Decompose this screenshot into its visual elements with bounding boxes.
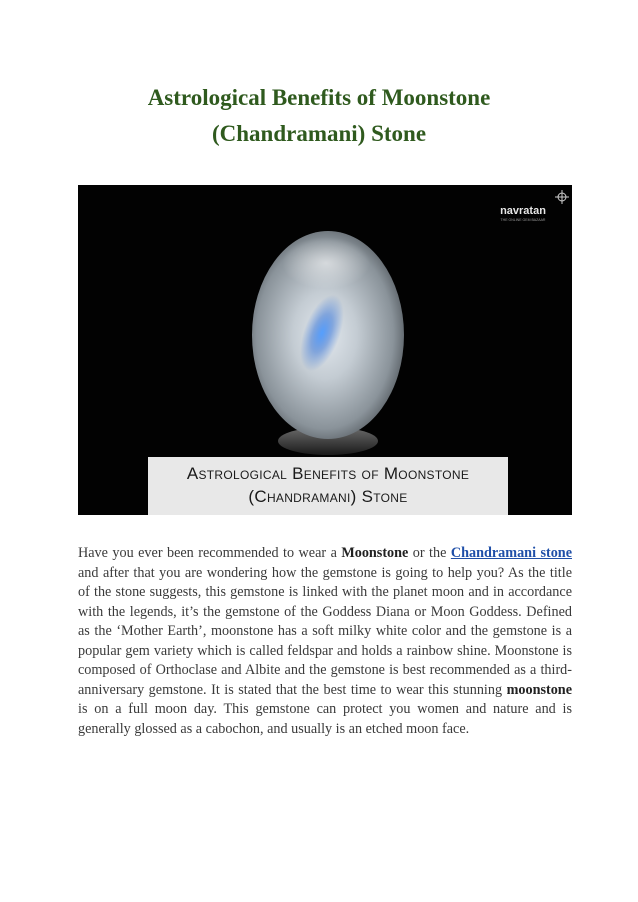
banner-caption-line-1: Astrological Benefits of Moonstone [186,464,470,483]
brand-name: navratan [500,205,546,217]
title-line-1: Astrological Benefits of Moonstone [147,85,491,110]
article-paragraph [78,544,572,739]
banner-caption-line-2 [248,487,407,506]
paragraph-text: and after that you are wondering how the gemstone is going to help you? As the title of the stone suggests, this gemstone is linked with the planet moon and in accordance with the legends, it’s the gemstone of the Goddess Diana or Moon Goddess. Defined as the ‘Mother Earth’, moonstone has a soft milky white color and the gemstone is a popular gem variety which is called feldspar and holds a rainbow shine. Moonstone is composed of Orthoclase and Albite and the gemstone is best recommended as a third-anniversary gemstone. It is stated that the best time to wear this stunning [78,564,572,698]
moonstone-bold: Moonstone [341,545,409,561]
moonstone-banner-image [78,185,572,515]
page-title [60,80,578,152]
chandramani-stone-link[interactable]: Chandramani stone [450,545,572,561]
paragraph-text: is on a full moon day. This gemstone can protect you women and nature and is generally glossed as a cabochon, and usually is an etched moon face. [78,701,572,737]
caption-stone: Stone [361,487,408,506]
paragraph-text: or the [408,545,451,561]
brand-tagline: THE ONLINE GEM BAZAAR [500,218,546,222]
paragraph-text: Have you ever been recommended to wear a [78,545,342,561]
title-line-2: (Chandramani) Stone [211,121,427,146]
stone-top-shine [282,237,370,289]
caption-chandramani: (Chandramani) [248,487,357,506]
moonstone-bold-2: moonstone [506,681,572,698]
